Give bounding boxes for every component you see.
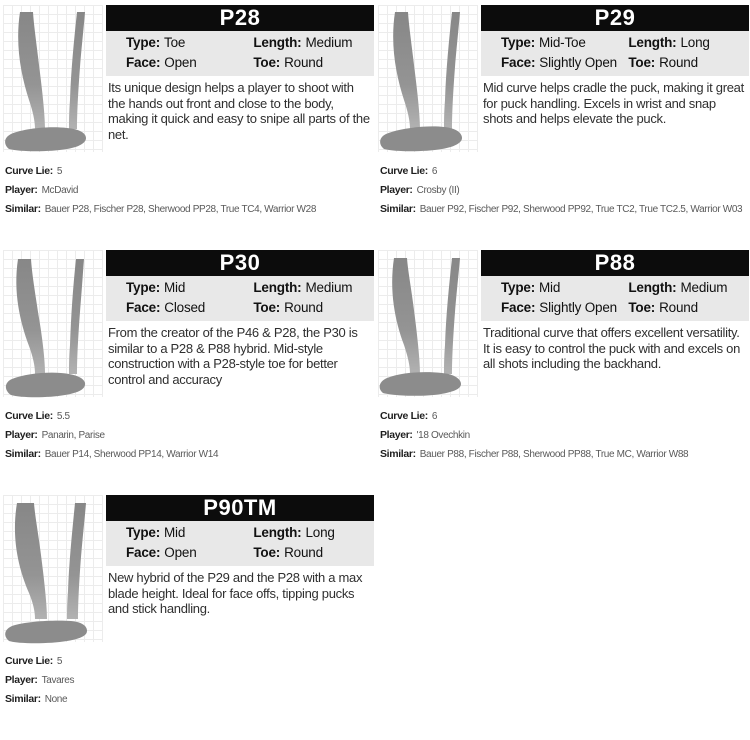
face-label: Face:: [501, 300, 536, 315]
card-top: [378, 5, 749, 152]
toe-value: Round: [284, 300, 323, 315]
attr-row: [481, 298, 749, 318]
length-label: Length:: [253, 35, 302, 50]
similar-line: [380, 200, 749, 219]
player-label: Player:: [380, 429, 413, 441]
length-label: Length:: [628, 280, 677, 295]
similar-value: Bauer P88, Fischer P88, Sherwood PP88, True MC, Warrior W88: [419, 449, 689, 460]
length-label: Length:: [253, 280, 302, 295]
curve-lie-line: [5, 652, 374, 671]
player-line: [5, 671, 374, 690]
pattern-card-p29: [378, 5, 749, 219]
similar-label: Similar:: [5, 203, 41, 215]
type-label: Type:: [126, 280, 161, 295]
type-value: Mid-Toe: [539, 35, 586, 50]
card-top: [378, 250, 749, 397]
toe-label: Toe:: [628, 300, 656, 315]
card-top: [3, 250, 374, 397]
attr-table: [106, 521, 374, 566]
length-value: Long: [305, 525, 335, 540]
attr-table: [106, 31, 374, 76]
toe-label: Toe:: [253, 300, 281, 315]
curve-lie-value: 6: [431, 411, 438, 422]
face-label: Face:: [126, 545, 161, 560]
similar-line: [5, 200, 374, 219]
type-value: Mid: [164, 525, 186, 540]
blade-diagram-icon: [3, 495, 103, 642]
similar-line: [380, 445, 749, 464]
toe-label: Toe:: [253, 545, 281, 560]
attr-row: [106, 543, 374, 563]
card-info: [106, 250, 374, 397]
card-info: [106, 495, 374, 642]
player-value: Panarin, Parise: [41, 430, 105, 441]
player-line: [380, 181, 749, 200]
curve-lie-label: Curve Lie:: [5, 655, 53, 667]
player-value: '18 Ovechkin: [416, 430, 470, 441]
player-value: Tavares: [41, 675, 75, 686]
type-value: Mid: [539, 280, 561, 295]
type-label: Type:: [126, 525, 161, 540]
player-line: [380, 426, 749, 445]
toe-label: Toe:: [628, 55, 656, 70]
face-value: Open: [164, 545, 197, 560]
length-value: Medium: [305, 280, 353, 295]
type-label: Type:: [501, 35, 536, 50]
pattern-card-p90tm: [3, 495, 374, 709]
pattern-description: Its unique design helps a player to shoot with the hands out front and close to the body, making it quick and easy to snipe all parts of the net.: [108, 80, 370, 142]
curve-lie-line: [5, 407, 374, 426]
face-label: Face:: [126, 300, 161, 315]
pattern-card-p28: [3, 5, 374, 219]
blade-figure: [3, 5, 103, 152]
type-value: Toe: [164, 35, 186, 50]
pattern-description: New hybrid of the P29 and the P28 with a max blade height. Ideal for face offs, tipping pucks and stick handling.: [108, 570, 363, 616]
attr-table: [481, 276, 749, 321]
pattern-card-p30: [3, 250, 374, 464]
toe-value: Round: [659, 300, 698, 315]
curve-lie-value: 5.5: [56, 411, 70, 422]
blade-diagram-icon: [3, 5, 103, 152]
type-value: Mid: [164, 280, 186, 295]
length-value: Long: [680, 35, 710, 50]
card-meta: [378, 162, 749, 219]
card-top: [3, 5, 374, 152]
face-value: Closed: [164, 300, 206, 315]
curve-lie-line: [5, 162, 374, 181]
attr-row: [481, 278, 749, 298]
curve-lie-label: Curve Lie:: [380, 410, 428, 422]
type-label: Type:: [501, 280, 536, 295]
face-label: Face:: [501, 55, 536, 70]
attr-row: [106, 33, 374, 53]
blade-figure: [378, 250, 478, 397]
card-info: [481, 250, 749, 397]
face-value: Slightly Open: [539, 55, 617, 70]
similar-label: Similar:: [380, 203, 416, 215]
length-value: Medium: [680, 280, 728, 295]
player-line: [5, 426, 374, 445]
similar-value: None: [44, 694, 68, 705]
face-label: Face:: [126, 55, 161, 70]
pattern-name-header: P30: [106, 250, 374, 276]
pattern-name-header: P28: [106, 5, 374, 31]
curve-lie-label: Curve Lie:: [5, 410, 53, 422]
pattern-description: Mid curve helps cradle the puck, making it great for puck handling. Excels in wrist and snap shots and helps elevate the puck.: [483, 80, 744, 126]
toe-value: Round: [284, 55, 323, 70]
similar-value: Bauer P28, Fischer P28, Sherwood PP28, True TC4, Warrior W28: [44, 204, 317, 215]
attr-row: [106, 278, 374, 298]
length-value: Medium: [305, 35, 353, 50]
player-value: McDavid: [41, 185, 79, 196]
curve-lie-value: 5: [56, 166, 63, 177]
blade-figure: [3, 250, 103, 397]
card-top: [3, 495, 374, 642]
curve-lie-value: 5: [56, 656, 63, 667]
length-label: Length:: [253, 525, 302, 540]
attr-row: [481, 53, 749, 73]
blade-figure: [3, 495, 103, 642]
player-label: Player:: [380, 184, 413, 196]
toe-value: Round: [659, 55, 698, 70]
player-label: Player:: [5, 429, 38, 441]
similar-value: Bauer P14, Sherwood PP14, Warrior W14: [44, 449, 219, 460]
similar-line: [5, 445, 374, 464]
player-label: Player:: [5, 674, 38, 686]
card-meta: [378, 407, 749, 464]
pattern-name-header: P29: [481, 5, 749, 31]
attr-row: [106, 53, 374, 73]
blade-diagram-icon: [378, 5, 478, 152]
pattern-card-p88: [378, 250, 749, 464]
curve-lie-line: [380, 407, 749, 426]
card-meta: [3, 162, 374, 219]
player-line: [5, 181, 374, 200]
similar-label: Similar:: [5, 693, 41, 705]
player-label: Player:: [5, 184, 38, 196]
type-label: Type:: [126, 35, 161, 50]
card-meta: [3, 407, 374, 464]
pattern-name-header: P88: [481, 250, 749, 276]
similar-label: Similar:: [5, 448, 41, 460]
similar-value: Bauer P92, Fischer P92, Sherwood PP92, True TC2, True TC2.5, Warrior W03: [419, 204, 743, 215]
blade-diagram-icon: [378, 250, 478, 397]
length-label: Length:: [628, 35, 677, 50]
curve-lie-label: Curve Lie:: [5, 165, 53, 177]
toe-label: Toe:: [253, 55, 281, 70]
player-value: Crosby (II): [416, 185, 460, 196]
face-value: Open: [164, 55, 197, 70]
card-meta: [3, 652, 374, 709]
pattern-name-header: P90TM: [106, 495, 374, 521]
curve-lie-value: 6: [431, 166, 438, 177]
curve-lie-line: [380, 162, 749, 181]
attr-row: [106, 298, 374, 318]
pattern-description: From the creator of the P46 & P28, the P30 is similar to a P28 & P88 hybrid. Mid-style construction with a P28-style toe for better control and accuracy: [108, 325, 358, 387]
card-info: [481, 5, 749, 152]
face-value: Slightly Open: [539, 300, 617, 315]
blade-diagram-icon: [3, 250, 103, 397]
attr-table: [481, 31, 749, 76]
card-info: [106, 5, 374, 152]
attr-row: [106, 523, 374, 543]
attr-table: [106, 276, 374, 321]
similar-line: [5, 690, 374, 709]
pattern-description: Traditional curve that offers excellent versatility. It is easy to control the puck with and excels on all shots including the backhand.: [483, 325, 740, 371]
toe-value: Round: [284, 545, 323, 560]
attr-row: [481, 33, 749, 53]
curve-lie-label: Curve Lie:: [380, 165, 428, 177]
blade-figure: [378, 5, 478, 152]
similar-label: Similar:: [380, 448, 416, 460]
